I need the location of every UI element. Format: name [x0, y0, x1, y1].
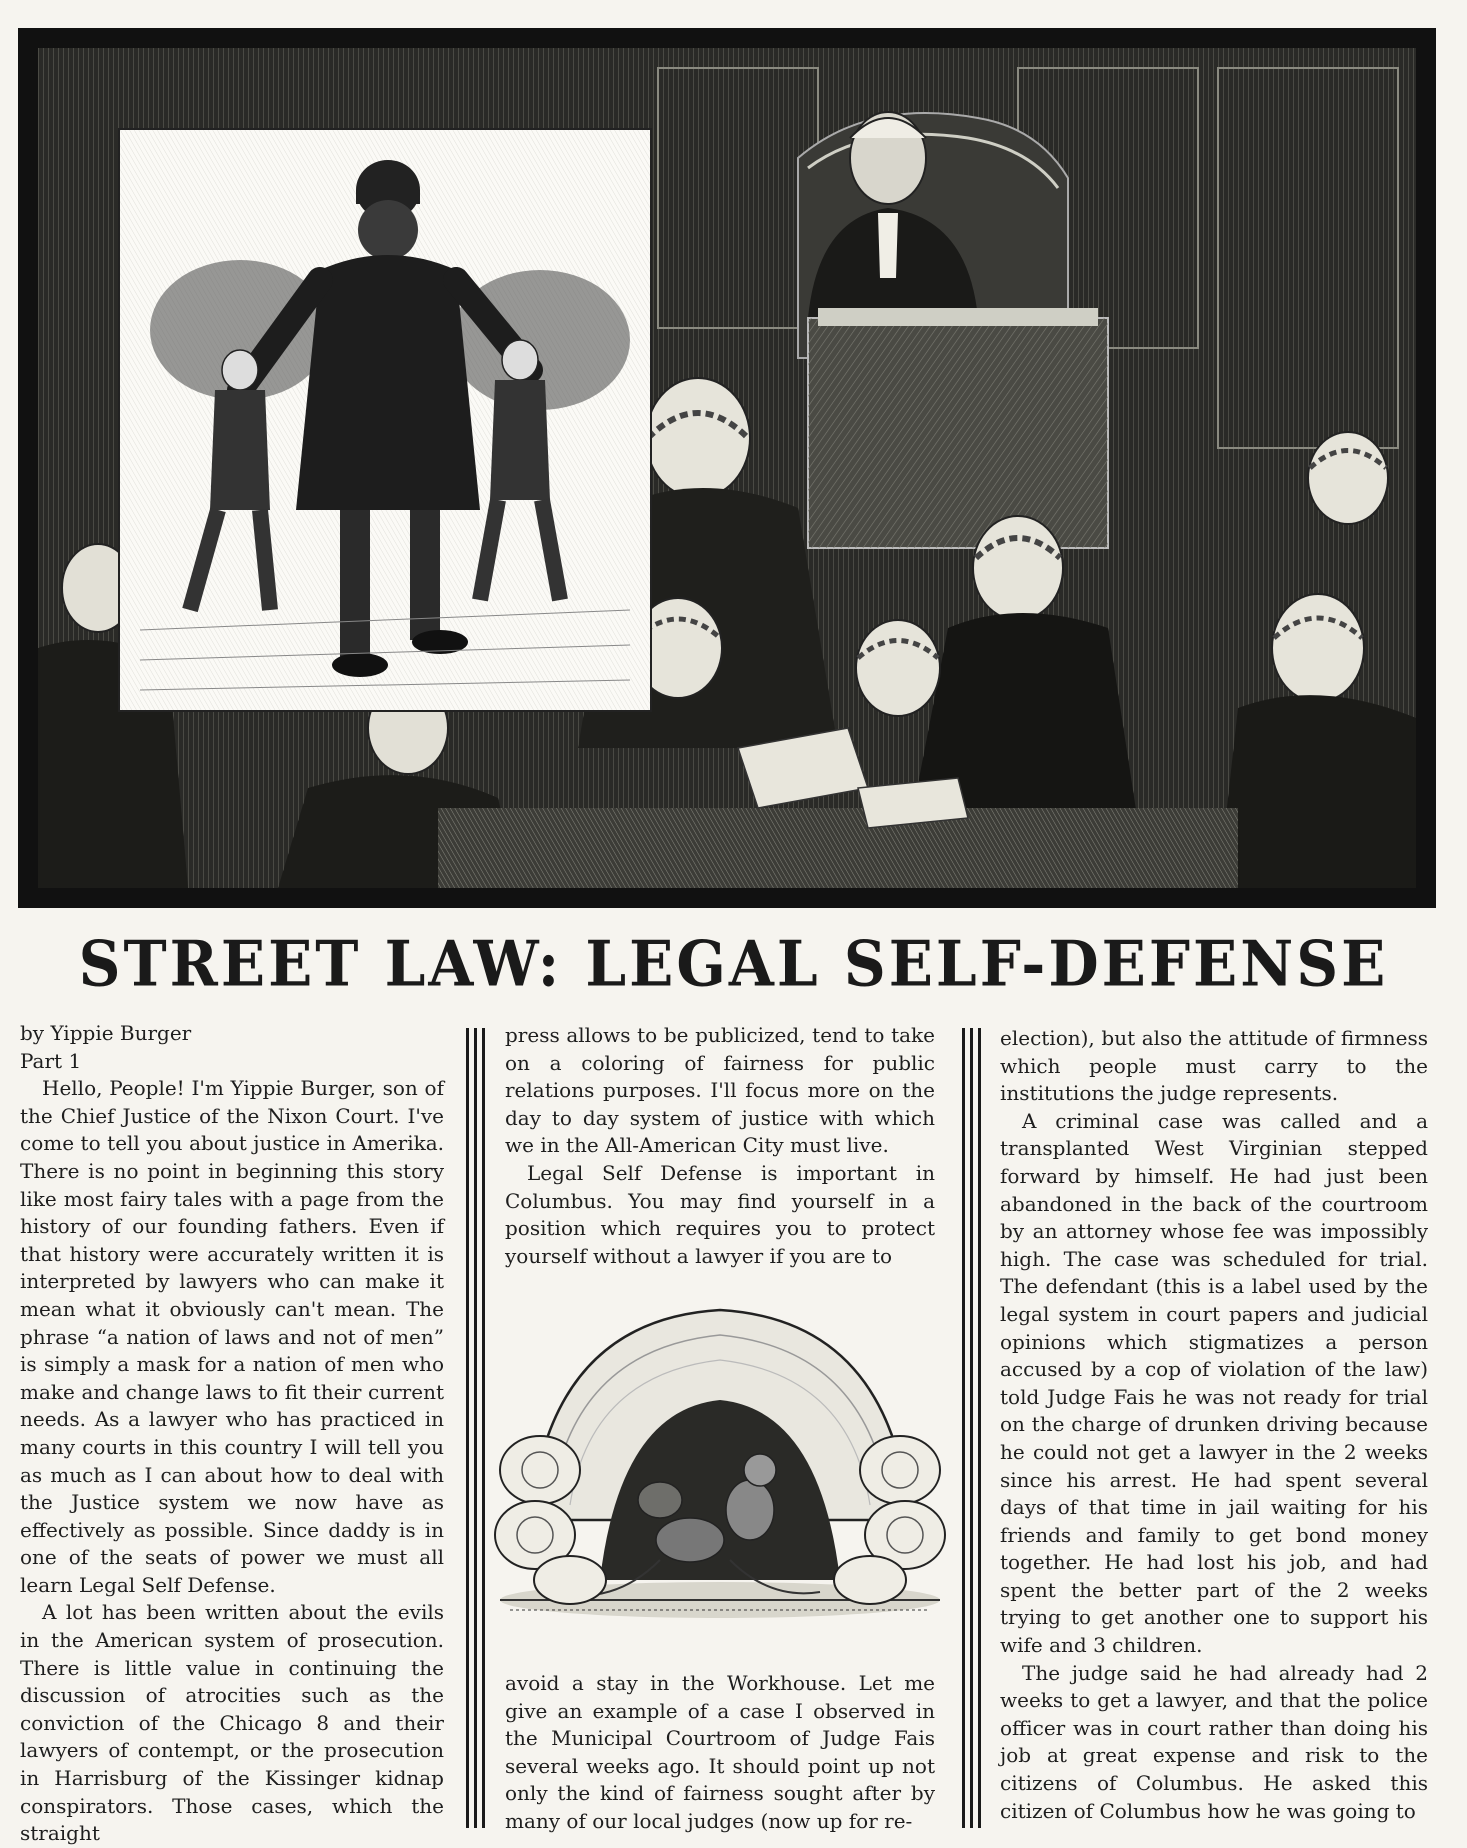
wig-with-mice-illustration	[490, 1300, 950, 1630]
article-column-2-bottom	[505, 1670, 935, 1836]
courtroom-engraving	[18, 28, 1436, 908]
part-label: Part 1	[20, 1048, 82, 1073]
byline: by Yippie Burger	[20, 1021, 192, 1045]
column-divider-left	[466, 1028, 469, 1828]
column3-paragraph: A criminal case was called and a transplanted West Virginian stepped forward by himself. He had just been abandoned in the back of the courtroom by an attorney whose fee was impossibly high. The case was scheduled for trial. The defendant (this is a label used by the legal system in court papers and judicial opinions which stigmatizes a person accused by a cop of violation of the law) told Judge Fais he was not ready for trial on the charge of drunken driving because he could not get a lawyer in the 2 weeks since his arrest. He had spent several days of that time in jail waiting for his friends and family to get bond money together. He had lost his job, and had spent the better part of the 2 weeks trying to get another one to support his wife and 3 children.	[1000, 1108, 1428, 1658]
column-divider-right-inner2	[978, 1028, 981, 1828]
policeman-scene	[120, 130, 650, 710]
article-headline: STREET LAW: LEGAL SELF-DEFENSE	[78, 927, 1389, 1001]
article-column-3	[1000, 1025, 1428, 1825]
column-divider-left-inner	[474, 1028, 477, 1828]
article-column-2-top	[505, 1022, 935, 1270]
column2-paragraph: press allows to be publicized, tend to take on a coloring of fairness for public relations purposes. I'll focus more on the day to day system of justice with which we in the All-American City must live.	[505, 1023, 935, 1158]
article-column-1	[20, 1020, 444, 1848]
column3-paragraph: The judge said he had already had 2 weeks to get a lawyer, and that the police officer was in court rather than doing his job at great expense and risk to the citizens of Columbus. He asked this citizen of Columbus how he was going to	[1000, 1660, 1428, 1823]
policeman-inset-engraving	[118, 128, 652, 712]
column1-paragraph: A lot has been written about the evils in the American system of prosecution. There is little value in continuing the discussion of atrocities such as the conviction of the Chicago 8 and their lawyers of contempt, or the prosecution in Harrisburg of the Kissinger kidnap conspirators. Those cases, which the straight	[20, 1600, 444, 1846]
column1-paragraph: Hello, People! I'm Yippie Burger, son of the Chief Justice of the Nixon Court. I've come to tell you about justice in Amerika. There is no point in beginning this story like most fairy tales with a page from the history of our founding fathers. Even if that history were accurately written it is interpreted by lawyers who can make it mean what it obviously can't mean. The phrase “a nation of laws and not of men” is simply a mask for a nation of men who make and change laws to fit their current needs. As a lawyer who has practiced in many courts in this country I will tell you as much as I can about how to deal with the Justice system we now have as effectively as possible. Since daddy is in one of the seats of power we must all learn Legal Self Defense.	[20, 1076, 444, 1597]
column-divider-left-inner2	[482, 1028, 485, 1828]
column2-paragraph: Legal Self Defense is important in Columbus. You may find yourself in a position which requires you to protect yourself without a lawyer if you are to	[505, 1160, 935, 1268]
wig-drawing	[490, 1300, 950, 1630]
column3-paragraph: election), but also the attitude of firmness which people must carry to the institutions the judge represents.	[1000, 1026, 1428, 1106]
column-divider-right-inner	[970, 1028, 973, 1828]
column-divider-right	[962, 1028, 965, 1828]
column2-paragraph: avoid a stay in the Workhouse. Let me give an example of a case I observed in the Municipal Courtroom of Judge Fais several weeks ago. It should point up not only the kind of fairness sought after by many of our local judges (now up for re-	[505, 1671, 935, 1833]
